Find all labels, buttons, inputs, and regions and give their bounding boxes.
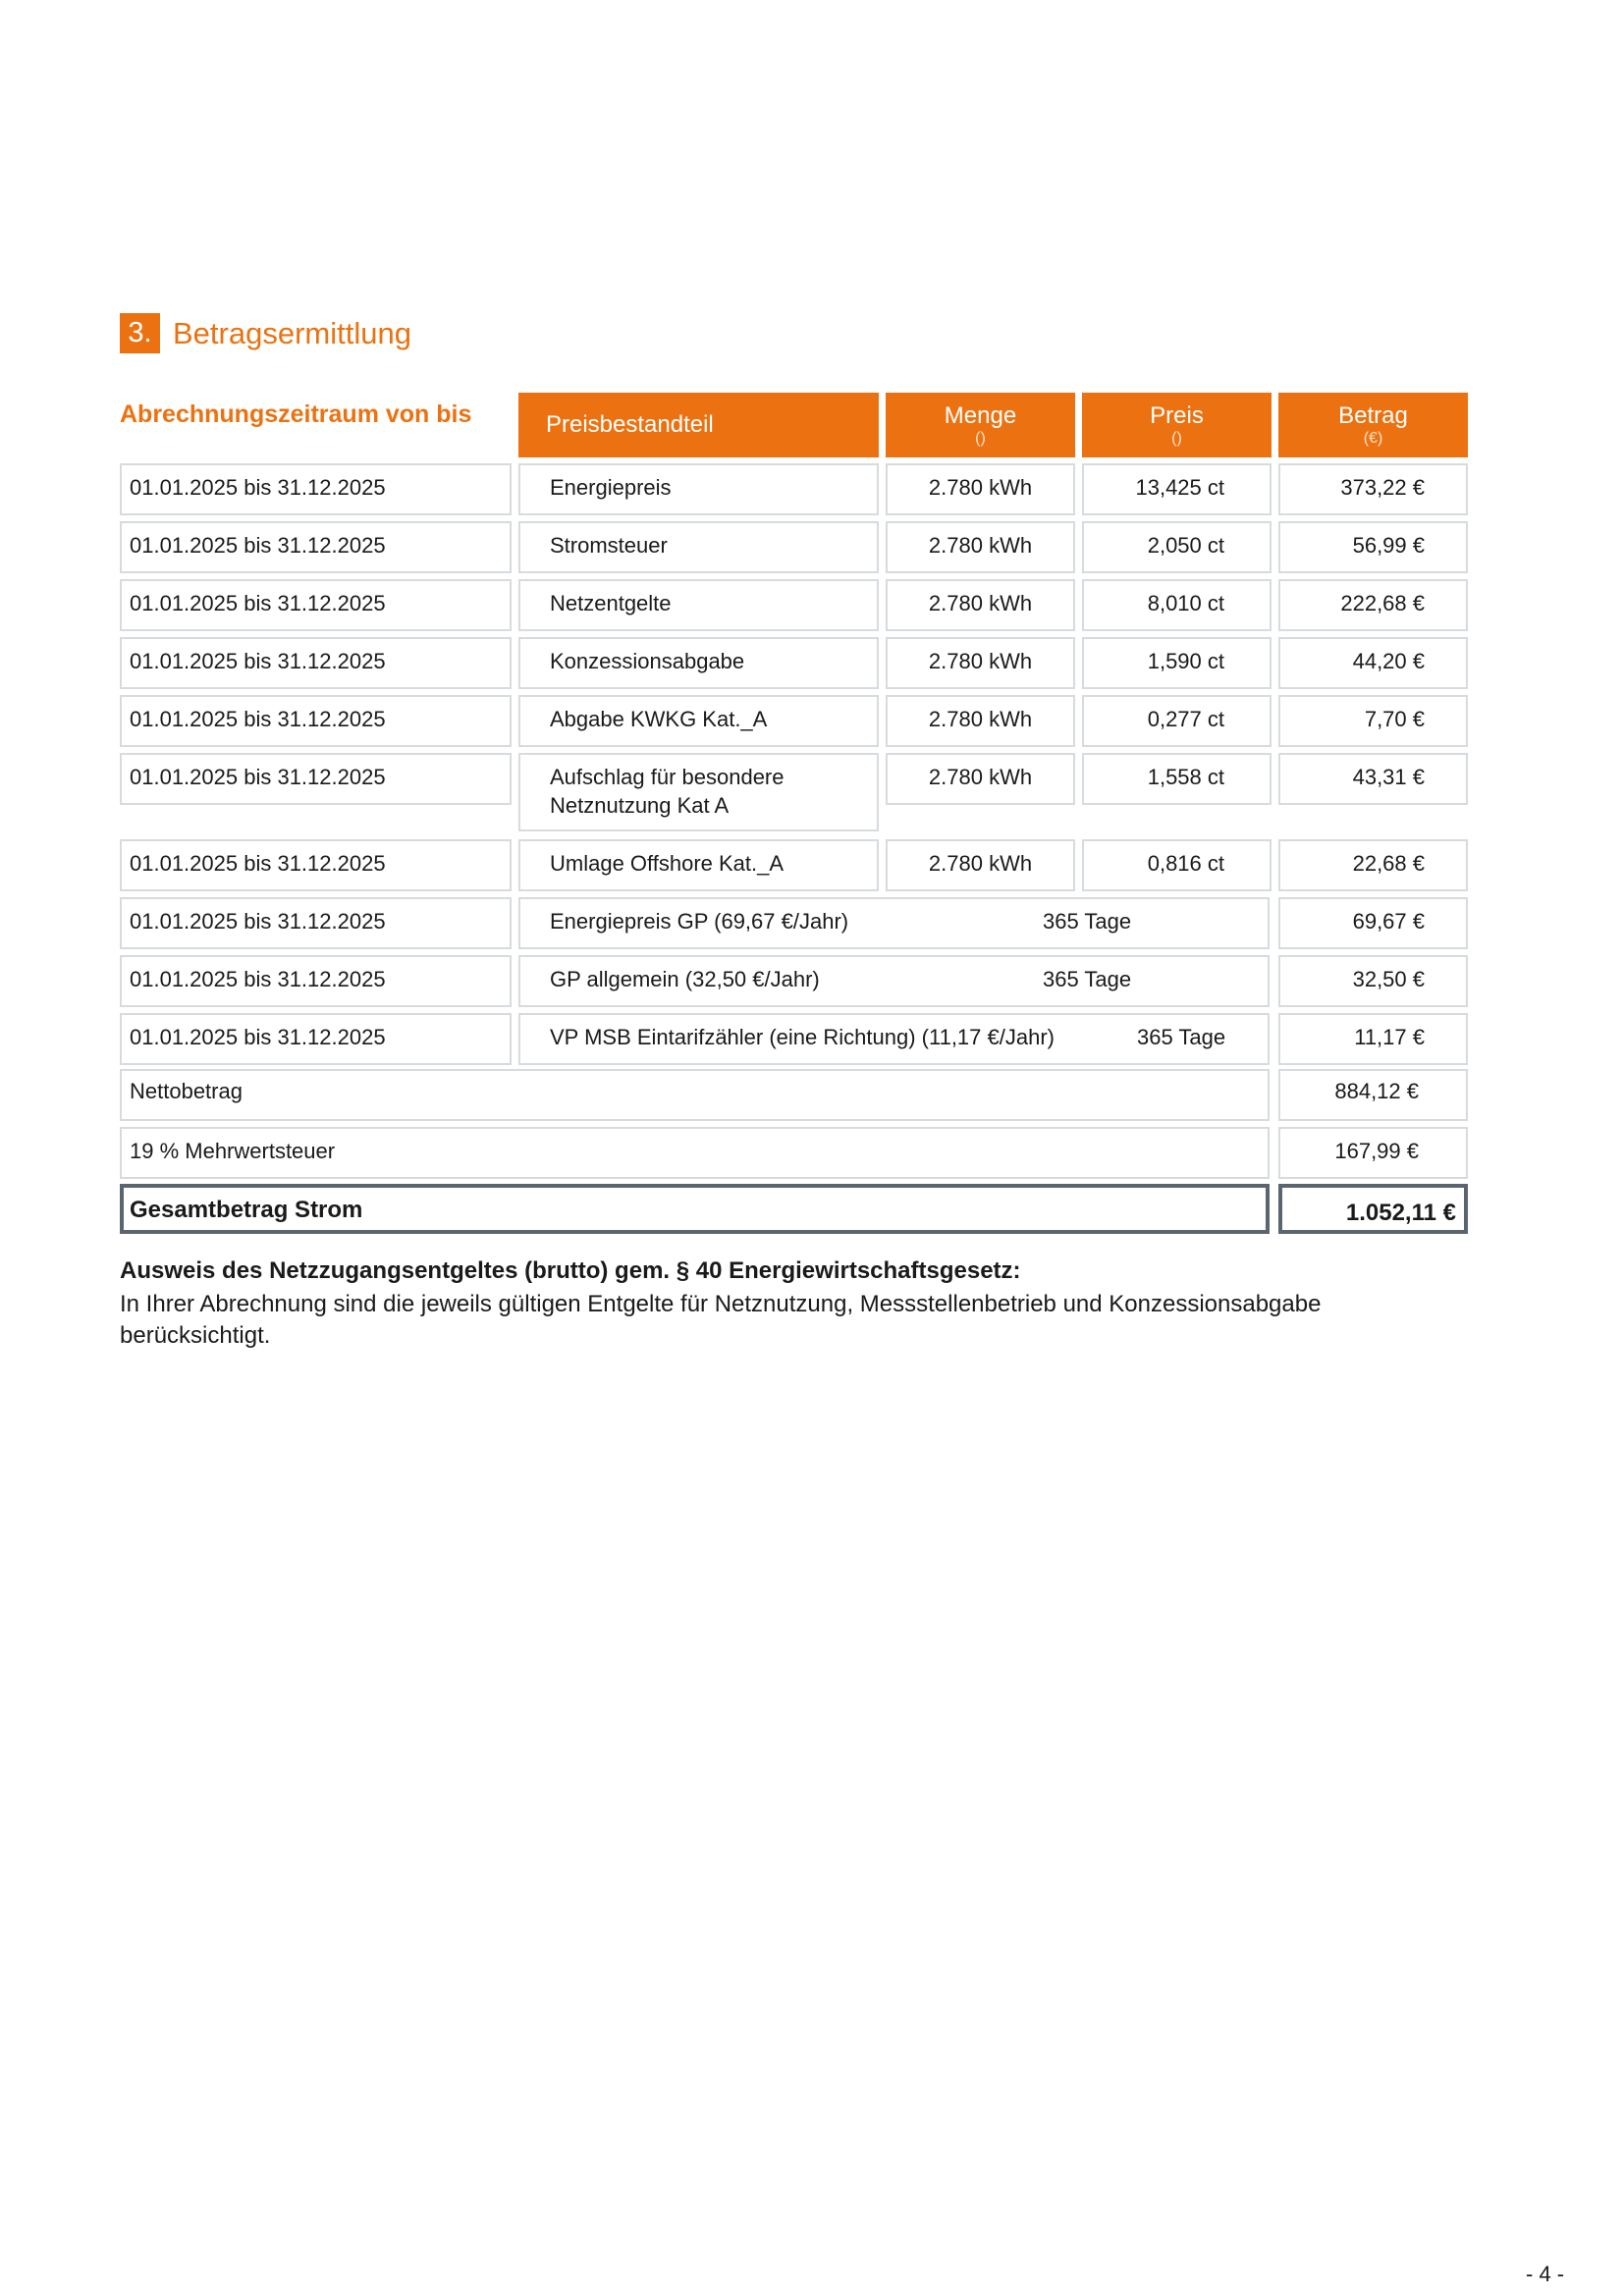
page-number: - 4 - xyxy=(1526,2262,1565,2286)
component-header-label: Preisbestandteil xyxy=(546,411,714,438)
table-row-amount: 32,50 € xyxy=(1278,955,1468,1007)
table-row-quantity: 2.780 kWh xyxy=(886,579,1075,631)
price-column-header xyxy=(1082,393,1272,457)
component-text: GP allgemein (32,50 €/Jahr) xyxy=(550,967,820,991)
table-row-quantity: 2.780 kWh xyxy=(886,695,1075,747)
table-row-period: 01.01.2025 bis 31.12.2025 xyxy=(120,955,512,1007)
table-row-component xyxy=(518,1013,1270,1065)
table-row-amount: 56,99 € xyxy=(1278,521,1468,573)
table-row-quantity: 2.780 kWh xyxy=(886,463,1075,515)
table-row-quantity: 2.780 kWh xyxy=(886,637,1075,689)
table-row-price: 8,010 ct xyxy=(1082,579,1272,631)
section-heading xyxy=(120,313,411,353)
price-header-unit: () xyxy=(1171,430,1182,447)
table-row-period: 01.01.2025 bis 31.12.2025 xyxy=(120,579,512,631)
table-row-price: 0,816 ct xyxy=(1082,839,1272,891)
table-row-component xyxy=(518,955,1270,1007)
table-row-price: 0,277 ct xyxy=(1082,695,1272,747)
table-row-component: Stromsteuer xyxy=(518,521,879,573)
quantity-header-unit: () xyxy=(975,430,986,447)
table-row-component: Netzentgelte xyxy=(518,579,879,631)
note-text: In Ihrer Abrechnung sind die jeweils gültigen Entgelte für Netznutzung, Messstellenbetrieb und Konzessionsabgabe berücksichtigt. xyxy=(120,1291,1322,1349)
table-row-component xyxy=(518,753,879,831)
amount-header-unit: (€) xyxy=(1363,430,1383,447)
table-row-price: 1,590 ct xyxy=(1082,637,1272,689)
price-header-label: Preis xyxy=(1150,402,1204,429)
table-row-component: Energiepreis xyxy=(518,463,879,515)
component-text: Energiepreis GP (69,67 €/Jahr) xyxy=(550,909,849,934)
component-line-2: Netznutzung Kat A xyxy=(550,793,730,818)
table-row-quantity: 2.780 kWh xyxy=(886,521,1075,573)
table-row-period: 01.01.2025 bis 31.12.2025 xyxy=(120,637,512,689)
section-number: 3. xyxy=(120,313,160,353)
table-row-component xyxy=(518,897,1270,949)
table-row-amount: 44,20 € xyxy=(1278,637,1468,689)
table-row-period: 01.01.2025 bis 31.12.2025 xyxy=(120,463,512,515)
table-row-amount: 11,17 € xyxy=(1278,1013,1468,1065)
component-text: VP MSB Eintarifzähler (eine Richtung) (11,17 €/Jahr) xyxy=(550,1025,1055,1049)
table-row-price: 1,558 ct xyxy=(1082,753,1272,805)
table-row-component: Konzessionsabgabe xyxy=(518,637,879,689)
table-row-amount: 69,67 € xyxy=(1278,897,1468,949)
component-column-header xyxy=(518,393,879,457)
table-row-amount: 7,70 € xyxy=(1278,695,1468,747)
component-line-1: Aufschlag für besondere xyxy=(550,765,785,789)
table-row-quantity: 2.780 kWh xyxy=(886,839,1075,891)
table-row-component: Abgabe KWKG Kat._A xyxy=(518,695,879,747)
vat-value: 167,99 € xyxy=(1278,1127,1468,1179)
amount-column-header xyxy=(1278,393,1468,457)
note-title: Ausweis des Netzzugangsentgeltes (brutto) gem. § 40 Energiewirtschaftsgesetz: xyxy=(120,1257,1021,1284)
table-row-period: 01.01.2025 bis 31.12.2025 xyxy=(120,897,512,949)
table-row-amount: 222,68 € xyxy=(1278,579,1468,631)
period-column-header: Abrechnungszeitraum von bis xyxy=(120,400,472,428)
amount-header-label: Betrag xyxy=(1338,402,1408,429)
net-amount-value: 884,12 € xyxy=(1278,1069,1468,1121)
quantity-header-label: Menge xyxy=(944,402,1017,429)
vat-label: 19 % Mehrwertsteuer xyxy=(120,1127,1270,1179)
table-row-quantity: 2.780 kWh xyxy=(886,753,1075,805)
table-row-amount: 43,31 € xyxy=(1278,753,1468,805)
table-row-amount: 373,22 € xyxy=(1278,463,1468,515)
total-amount: 1.052,11 € xyxy=(1278,1184,1468,1234)
days-count: 365 Tage xyxy=(1043,967,1132,991)
total-label: Gesamtbetrag Strom xyxy=(120,1184,1270,1234)
table-row-amount: 22,68 € xyxy=(1278,839,1468,891)
table-row-price: 2,050 ct xyxy=(1082,521,1272,573)
table-row-period: 01.01.2025 bis 31.12.2025 xyxy=(120,521,512,573)
table-row-period: 01.01.2025 bis 31.12.2025 xyxy=(120,753,512,805)
days-count: 365 Tage xyxy=(1043,909,1132,934)
table-row-period: 01.01.2025 bis 31.12.2025 xyxy=(120,695,512,747)
table-row-price: 13,425 ct xyxy=(1082,463,1272,515)
net-amount-label: Nettobetrag xyxy=(120,1069,1270,1121)
table-row-component: Umlage Offshore Kat._A xyxy=(518,839,879,891)
table-row-period: 01.01.2025 bis 31.12.2025 xyxy=(120,839,512,891)
section-title: Betragsermittlung xyxy=(173,315,411,350)
days-count: 365 Tage xyxy=(1137,1025,1226,1049)
table-row-period: 01.01.2025 bis 31.12.2025 xyxy=(120,1013,512,1065)
quantity-column-header xyxy=(886,393,1075,457)
